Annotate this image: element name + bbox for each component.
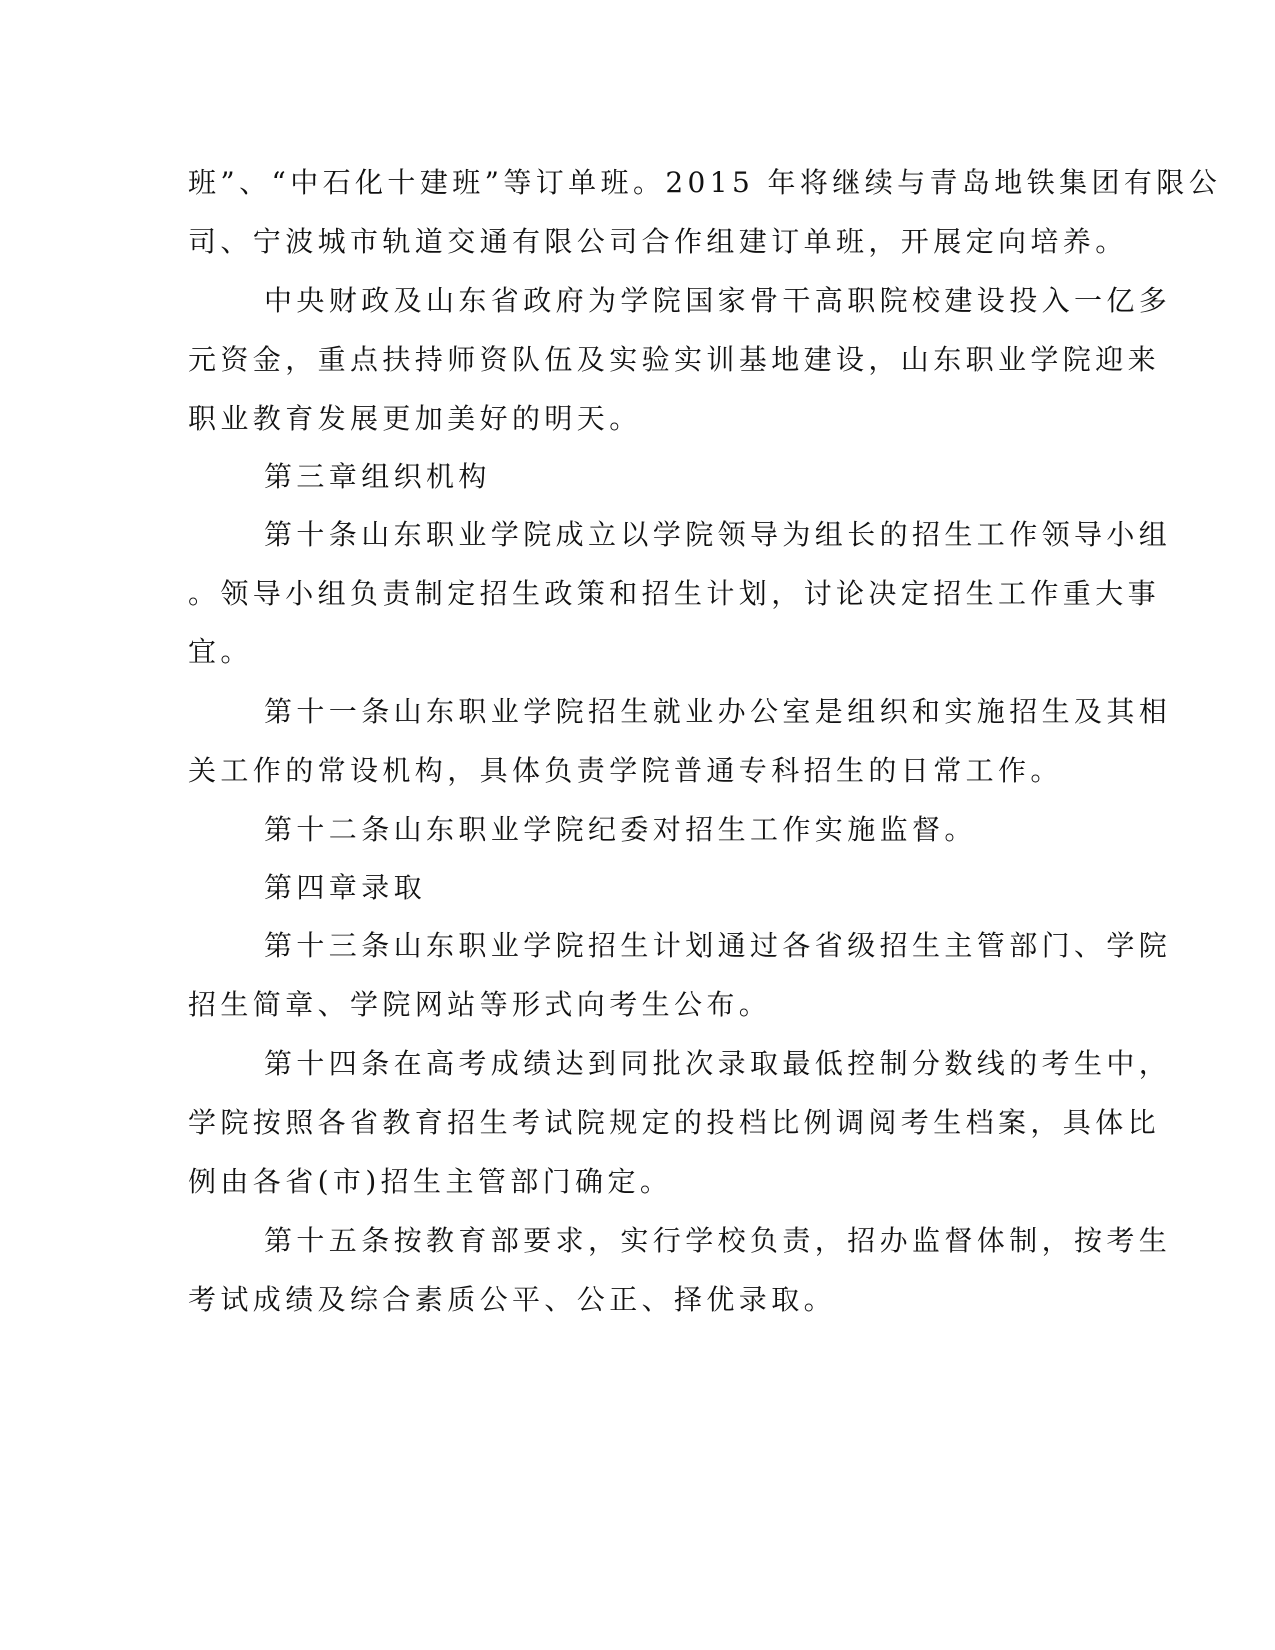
text-line: 宜。 [188,635,253,668]
text-line: 第十五条按教育部要求，实行学校负责，招办监督体制，按考生 [264,1224,1172,1257]
text-line: 招生简章、学院网站等形式向考生公布。 [188,988,772,1021]
text-line: 中央财政及山东省政府为学院国家骨干高职院校建设投入一亿多 [264,284,1172,317]
text-line: 职业教育发展更加美好的明天。 [188,402,642,435]
text-line: 。领导小组负责制定招生政策和招生计划，讨论决定招生工作重大事 [188,577,1161,610]
text-line: 学院按照各省教育招生考试院规定的投档比例调阅考生档案，具体比 [188,1106,1161,1139]
text-line: 第十四条在高考成绩达到同批次录取最低控制分数线的考生中， [264,1047,1172,1080]
chapter-heading: 第三章组织机构 [264,460,491,493]
text-line: 第十条山东职业学院成立以学院领导为组长的招生工作领导小组 [264,518,1172,551]
text-line: 考试成绩及综合素质公平、公正、择优录取。 [188,1283,837,1316]
text-line: 第十三条山东职业学院招生计划通过各省级招生主管部门、学院 [264,929,1172,962]
text-line: 关工作的常设机构，具体负责学院普通专科招生的日常工作。 [188,754,1063,787]
chapter-heading: 第四章录取 [264,871,427,904]
text-line: 班”、“中石化十建班”等订单班。2015 年将继续与青岛地铁集团有限公 [188,166,1222,199]
text-line: 元资金，重点扶持师资队伍及实验实训基地建设，山东职业学院迎来 [188,343,1161,376]
text-line: 司、宁波城市轨道交通有限公司合作组建订单班，开展定向培养。 [188,225,1128,258]
text-line: 第十一条山东职业学院招生就业办公室是组织和实施招生及其相 [264,695,1172,728]
article-12: 第十二条山东职业学院纪委对招生工作实施监督。 [264,813,977,846]
text-line: 例由各省(市)招生主管部门确定。 [188,1165,673,1198]
